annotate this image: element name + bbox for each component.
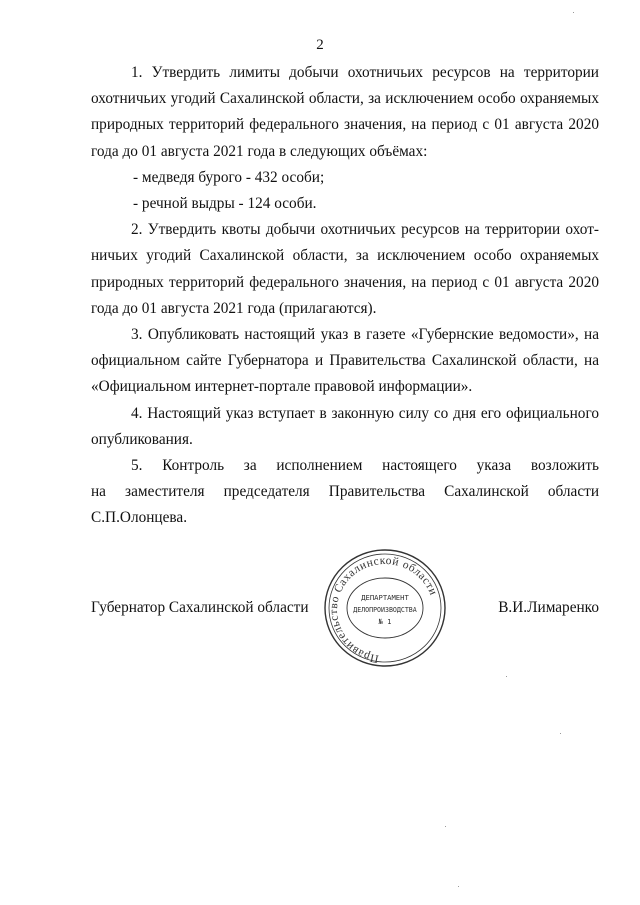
paragraph-3: 3. Опубликовать настоящий указ в газете «Губернские ведомости», на официальном сайте Губернатора и Правительства Сахалинской области, на «Официальном интернет-портале правовой информации». [91, 326, 599, 396]
paragraph-2: 2. Утвердить квоты добычи охотничьих ресурсов на территории охотничьих угодий Сахалинской области, за исключением особо охраняемых природных территорий федерального значения, на период с 01 августа 2020 года до 01 августа 2021 года (прилагаются). [91, 221, 599, 317]
scan-speck [506, 676, 507, 677]
seal-line-2: ДЕЛОПРОИЗВОДСТВА [353, 606, 417, 614]
seal-line-3: № 1 [378, 617, 392, 626]
page-number: 2 [316, 37, 324, 53]
list-item-brown-bear: - медведя бурого - 432 особи; [133, 168, 325, 186]
paragraph-5-line-3: С.П.Олонцева. [91, 509, 188, 527]
seal-line-1: ДЕПАРТАМЕНТ [361, 593, 409, 602]
signer-name: В.И.Лимаренко [498, 599, 599, 616]
scan-speck [573, 12, 574, 13]
signer-position: Губернатор Сахалинской области [91, 599, 309, 616]
list-item-river-otter: - речной выдры - 124 особи. [133, 195, 317, 213]
paragraph-5-line-1: 5. Контроль за исполнением настоящего указа возложить [131, 457, 599, 475]
scan-speck [445, 826, 446, 827]
scan-speck [458, 886, 459, 887]
seal-ring-text: Правительство Сахалинской области [327, 554, 440, 665]
official-seal-stamp [319, 546, 451, 670]
paragraph-4: 4. Настоящий указ вступает в законную силу со дня его официального опубликования. [91, 404, 599, 448]
paragraph-1: 1. Утвердить лимиты добычи охотничьих ресурсов на территории охотничьих угодий Сахалинской области, за исключением особо охраняемых природных территорий федерального значения, на период с 01 августа 2020 года до 01 августа 2021 года в следующих объёмах: [91, 64, 599, 160]
scan-speck [560, 733, 561, 734]
document-body [91, 60, 599, 532]
paragraph-5-line-2: на заместителя председателя Правительства Сахалинской области [91, 483, 599, 501]
